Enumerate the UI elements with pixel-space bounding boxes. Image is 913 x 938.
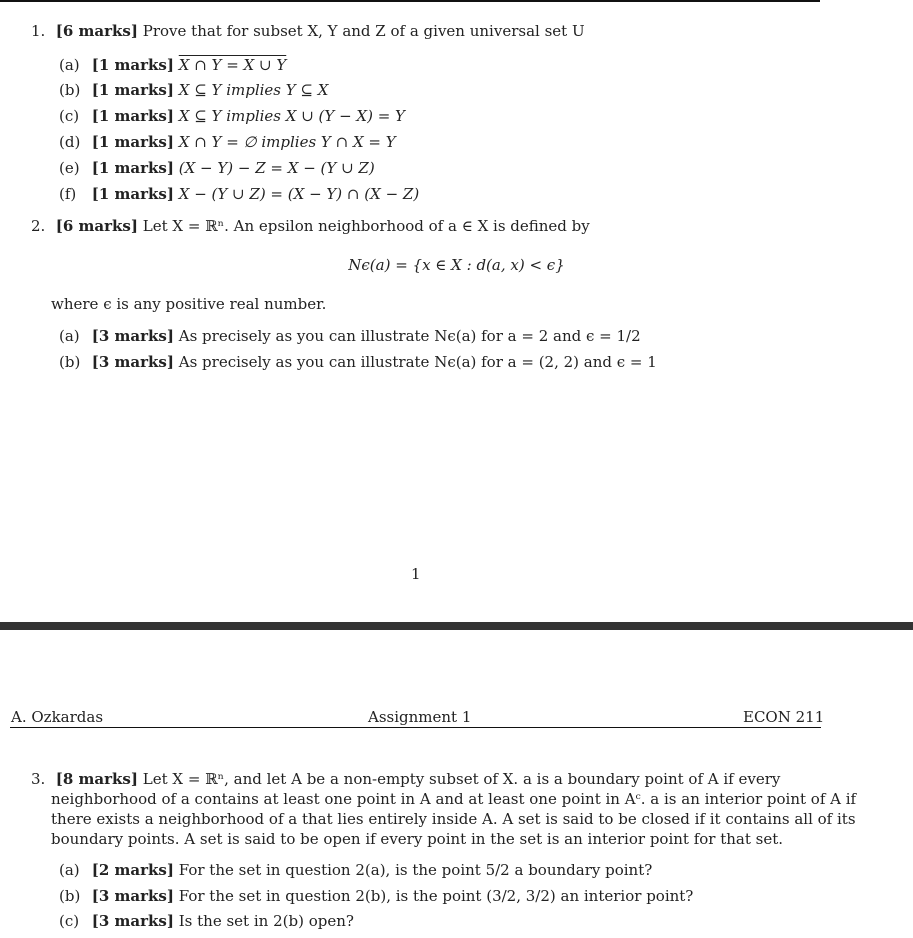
question-number: 2. (31, 217, 46, 235)
item-label: (e) (59, 159, 80, 177)
question-stem: Prove that for subset X, Y and Z of a given universal set U (142, 22, 585, 40)
item-label: (f) (59, 185, 77, 203)
q1-item-d (59, 133, 396, 151)
question-1 (31, 22, 585, 40)
header-rule (10, 727, 821, 728)
item-text: As precisely as you can illustrate Nϵ(a) for a = 2 and ϵ = 1/2 (178, 327, 641, 345)
where-text: where ϵ is any positive real number. (51, 295, 327, 313)
question-3 (31, 770, 780, 788)
item-label: (b) (59, 887, 81, 905)
q1-item-a (59, 56, 286, 74)
item-label: (a) (59, 56, 80, 74)
question-number: 3. (31, 770, 46, 788)
item-text: For the set in question 2(b), is the point (3/2, 3/2) an interior point? (178, 887, 694, 905)
question-para-line-2: neighborhood of a contains at least one point in A and at least one point in Aᶜ. a is an interior point of A if (51, 790, 857, 808)
question-para-line-4: boundary points. A set is said to be open if every point in the set is an interior point for that set. (51, 830, 784, 848)
item-label: (c) (59, 912, 80, 930)
item-label: (b) (59, 353, 81, 371)
question-para-line-1: Let X = ℝⁿ, and let A be a non-empty subset of X. a is a boundary point of A if every (142, 770, 781, 788)
item-text: X ⊆ Y implies Y ⊆ X (178, 81, 329, 99)
question-marks: [8 marks] (55, 770, 138, 788)
item-label: (a) (59, 327, 80, 345)
item-text: X ∩ Y = ∅ implies Y ∩ X = Y (178, 133, 396, 151)
item-text: X ∩ Y = X ∪ Y (178, 56, 287, 74)
item-marks: [1 marks] (91, 185, 174, 203)
q2-item-b (59, 353, 657, 371)
page-separator (0, 622, 913, 630)
item-text: (X − Y) − Z = X − (Y ∪ Z) (178, 159, 375, 177)
question-marks: [6 marks] (55, 22, 138, 40)
q3-item-b (59, 887, 693, 905)
item-marks: [3 marks] (91, 327, 174, 345)
item-text: X ⊆ Y implies X ∪ (Y − X) = Y (178, 107, 405, 125)
q3-item-c (59, 912, 354, 930)
question-marks: [6 marks] (55, 217, 138, 235)
q1-item-b (59, 81, 328, 99)
item-marks: [3 marks] (91, 887, 174, 905)
item-marks: [1 marks] (91, 159, 174, 177)
item-text: For the set in question 2(a), is the point 5/2 a boundary point? (178, 861, 653, 879)
page-number: 1 (411, 565, 421, 583)
question-stem: Let X = ℝⁿ. An epsilon neighborhood of a ∈ X is defined by (142, 217, 590, 235)
item-marks: [2 marks] (91, 861, 174, 879)
neighborhood-formula: Nϵ(a) = {x ∈ X : d(a, x) < ϵ} (348, 256, 565, 274)
top-rule (0, 0, 820, 2)
q2-item-a (59, 327, 641, 345)
item-text: Is the set in 2(b) open? (178, 912, 354, 930)
item-label: (d) (59, 133, 81, 151)
item-label: (a) (59, 861, 80, 879)
item-marks: [1 marks] (91, 133, 174, 151)
question-number: 1. (31, 22, 46, 40)
item-text: X − (Y ∪ Z) = (X − Y) ∩ (X − Z) (178, 185, 420, 203)
item-marks: [1 marks] (91, 107, 174, 125)
item-text: As precisely as you can illustrate Nϵ(a) for a = (2, 2) and ϵ = 1 (178, 353, 657, 371)
item-marks: [3 marks] (91, 912, 174, 930)
item-marks: [1 marks] (91, 56, 174, 74)
question-para-line-3: there exists a neighborhood of a that lies entirely inside A. A set is said to be closed if it contains all of its (51, 810, 856, 828)
item-label: (b) (59, 81, 81, 99)
header-course: ECON 211 (743, 708, 825, 726)
q3-item-a (59, 861, 652, 879)
item-marks: [3 marks] (91, 353, 174, 371)
q1-item-c (59, 107, 405, 125)
header-title: Assignment 1 (368, 708, 472, 726)
q1-item-f (59, 185, 419, 203)
item-marks: [1 marks] (91, 81, 174, 99)
q1-item-e (59, 159, 375, 177)
question-2 (31, 217, 590, 235)
item-label: (c) (59, 107, 80, 125)
header-author: A. Ozkardas (11, 708, 104, 726)
